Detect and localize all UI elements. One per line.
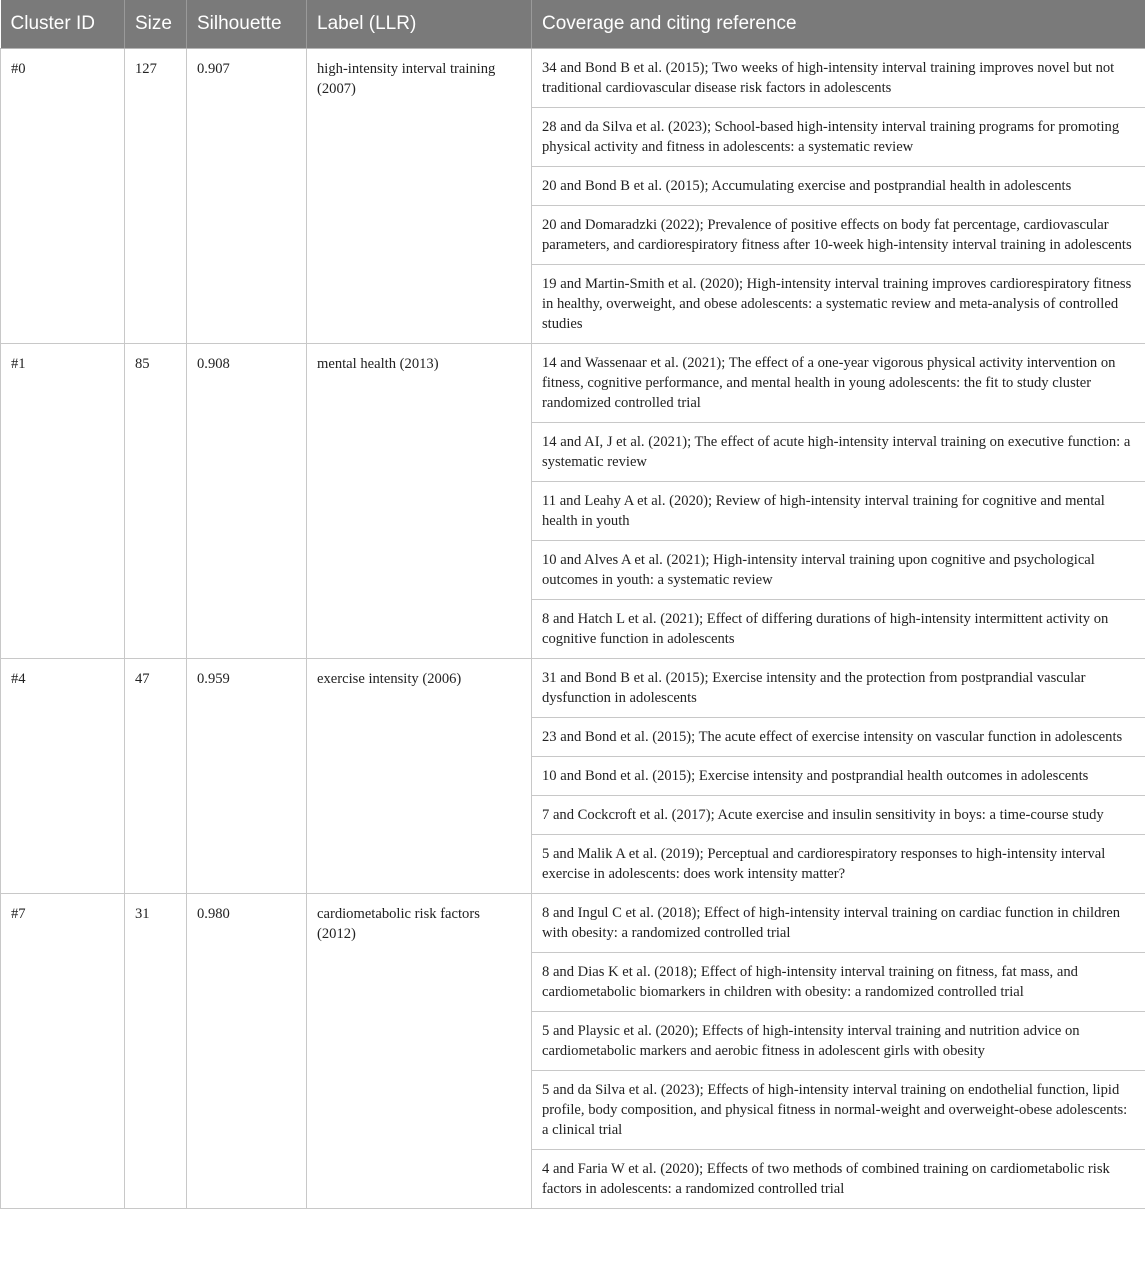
table-row: [1, 894, 1145, 953]
table-row: [1, 49, 1145, 108]
citing-reference-cell: 19 and Martin-Smith et al. (2020); High-intensity interval training improves cardiorespiratory fitness in healthy, overweight, and obese adolescents: a systematic review and meta-analysis of controlled studies: [532, 265, 1145, 344]
table-row: [1, 344, 1145, 423]
header-label: Label (LLR): [307, 0, 532, 49]
citing-reference-cell: 7 and Cockcroft et al. (2017); Acute exercise and insulin sensitivity in boys: a time-course study: [532, 796, 1145, 835]
citing-reference-cell: 23 and Bond et al. (2015); The acute effect of exercise intensity on vascular function in adolescents: [532, 718, 1145, 757]
size-cell: 85: [125, 344, 187, 659]
cluster-id-cell: #1: [1, 344, 125, 659]
citing-reference-cell: 5 and Malik A et al. (2019); Perceptual and cardiorespiratory responses to high-intensity interval exercise in adolescents: does work intensity matter?: [532, 835, 1145, 894]
header-row: [1, 0, 1145, 49]
citing-reference-cell: 8 and Dias K et al. (2018); Effect of high-intensity interval training on fitness, fat mass, and cardiometabolic biomarkers in children with obesity: a randomized controlled trial: [532, 953, 1145, 1012]
citing-reference-cell: 20 and Bond B et al. (2015); Accumulating exercise and postprandial health in adolescents: [532, 167, 1145, 206]
size-cell: 31: [125, 894, 187, 1209]
cluster-id-cell: #4: [1, 659, 125, 894]
cluster-id-cell: #7: [1, 894, 125, 1209]
cluster-id-cell: #0: [1, 49, 125, 344]
table-row: [1, 659, 1145, 718]
citing-reference-cell: 31 and Bond B et al. (2015); Exercise intensity and the protection from postprandial vascular dysfunction in adolescents: [532, 659, 1145, 718]
citing-reference-cell: 14 and AI, J et al. (2021); The effect of acute high-intensity interval training on executive function: a systematic review: [532, 423, 1145, 482]
header-coverage: Coverage and citing reference: [532, 0, 1145, 49]
citing-reference-cell: 10 and Alves A et al. (2021); High-intensity interval training upon cognitive and psychological outcomes in youth: a systematic review: [532, 541, 1145, 600]
size-cell: 47: [125, 659, 187, 894]
citing-reference-cell: 5 and da Silva et al. (2023); Effects of high-intensity interval training on endothelial function, lipid profile, body composition, and physical fitness in normal-weight and overweight-obese adolescents: a clinical trial: [532, 1071, 1145, 1150]
citing-reference-cell: 8 and Hatch L et al. (2021); Effect of differing durations of high-intensity intermittent activity on cognitive function in adolescents: [532, 600, 1145, 659]
silhouette-cell: 0.980: [187, 894, 307, 1209]
silhouette-cell: 0.959: [187, 659, 307, 894]
label-cell: exercise intensity (2006): [307, 659, 532, 894]
header-silhouette: Silhouette: [187, 0, 307, 49]
label-cell: mental health (2013): [307, 344, 532, 659]
label-cell: cardiometabolic risk factors (2012): [307, 894, 532, 1209]
citing-reference-cell: 4 and Faria W et al. (2020); Effects of two methods of combined training on cardiometabolic risk factors in adolescents: a randomized controlled trial: [532, 1150, 1145, 1209]
citing-reference-cell: 20 and Domaradzki (2022); Prevalence of positive effects on body fat percentage, cardiovascular parameters, and cardiorespiratory fitness after 10-week high-intensity interval training in adolescents: [532, 206, 1145, 265]
header-size: Size: [125, 0, 187, 49]
size-cell: 127: [125, 49, 187, 344]
label-cell: high-intensity interval training (2007): [307, 49, 532, 344]
header-cluster-id: Cluster ID: [1, 0, 125, 49]
citing-reference-cell: 28 and da Silva et al. (2023); School-based high-intensity interval training programs for promoting physical activity and fitness in adolescents: a systematic review: [532, 108, 1145, 167]
silhouette-cell: 0.908: [187, 344, 307, 659]
citing-reference-cell: 34 and Bond B et al. (2015); Two weeks of high-intensity interval training improves novel but not traditional cardiovascular disease risk factors in adolescents: [532, 49, 1145, 108]
citing-reference-cell: 5 and Playsic et al. (2020); Effects of high-intensity interval training and nutrition advice on cardiometabolic markers and aerobic fitness in adolescent girls with obesity: [532, 1012, 1145, 1071]
citing-reference-cell: 11 and Leahy A et al. (2020); Review of high-intensity interval training for cognitive and mental health in youth: [532, 482, 1145, 541]
citing-reference-cell: 10 and Bond et al. (2015); Exercise intensity and postprandial health outcomes in adolescents: [532, 757, 1145, 796]
citing-reference-cell: 14 and Wassenaar et al. (2021); The effect of a one-year vigorous physical activity intervention on fitness, cognitive performance, and mental health in young adolescents: the fit to study cluster randomized controlled trial: [532, 344, 1145, 423]
citing-reference-cell: 8 and Ingul C et al. (2018); Effect of high-intensity interval training on cardiac function in children with obesity: a randomized controlled trial: [532, 894, 1145, 953]
silhouette-cell: 0.907: [187, 49, 307, 344]
